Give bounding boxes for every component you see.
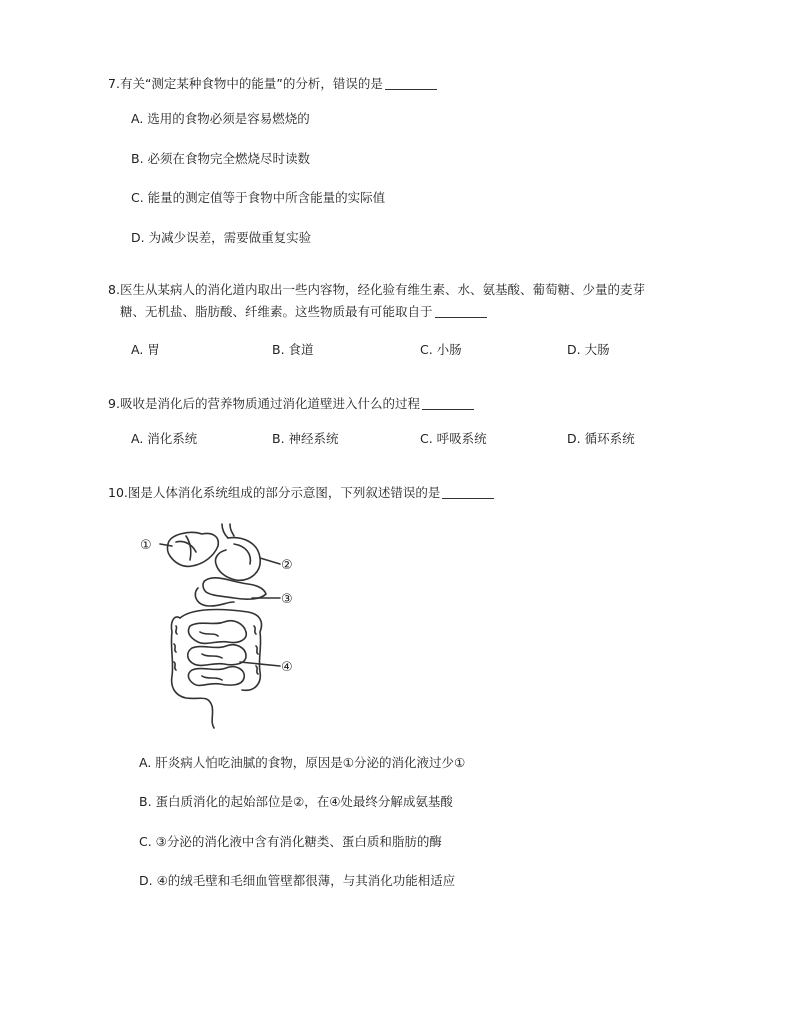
answer-blank-10[interactable] xyxy=(442,484,494,499)
question-7-stem xyxy=(108,73,437,95)
question-7-option-d[interactable]: D. 为减少误差，需要做重复实验 xyxy=(131,230,312,245)
question-7-option-c[interactable]: C. 能量的测定值等于食物中所含能量的实际值 xyxy=(131,190,386,205)
question-7-option-b[interactable]: B. 必须在食物完全燃烧尽时读数 xyxy=(131,151,311,166)
question-8-text-line1: 医生从某病人的消化道内取出一些内容物，经化验有维生素、水、氨基酸、葡萄糖、少量的麦芽 xyxy=(119,282,645,297)
question-9-option-b[interactable]: B. 神经系统 xyxy=(272,431,339,446)
figure-label-4: ④ xyxy=(281,660,293,675)
question-10-option-a[interactable]: A. 肝炎病人怕吃油腻的食物，原因是①分泌的消化液过少① xyxy=(139,755,466,770)
leader-line-1 xyxy=(160,544,172,546)
question-10-option-b[interactable]: B. 蛋白质消化的起始部位是②，在④处最终分解成氨基酸 xyxy=(139,794,453,809)
answer-blank-7[interactable] xyxy=(385,75,437,90)
figure-label-1: ① xyxy=(140,538,152,553)
figure-label-3: ③ xyxy=(281,592,293,607)
question-8-option-b[interactable]: B. 食道 xyxy=(272,342,314,357)
stomach-shape xyxy=(215,538,260,581)
question-8-option-a[interactable]: A. 胃 xyxy=(131,342,160,357)
question-8-text-line2: 糖、无机盐、脂肪酸、纤维素。这些物质最有可能取自于 xyxy=(120,304,433,319)
question-10-option-d[interactable]: D. ④的绒毛壁和毛细血管壁都很薄，与其消化功能相适应 xyxy=(139,873,456,888)
esophagus-shape xyxy=(222,524,228,538)
question-10-text: 图是人体消化系统组成的部分示意图，下列叙述错误的是 xyxy=(127,485,441,500)
leader-line-2 xyxy=(260,558,280,564)
answer-blank-8[interactable] xyxy=(435,303,487,318)
question-9-option-a[interactable]: A. 消化系统 xyxy=(131,431,198,446)
question-9-option-c[interactable]: C. 呼吸系统 xyxy=(420,431,487,446)
question-9-text: 吸收是消化后的营养物质通过消化道壁进入什么的过程 xyxy=(119,396,420,411)
question-8-number: 8. xyxy=(108,282,120,297)
question-8-option-c[interactable]: C. 小肠 xyxy=(420,342,462,357)
question-8-stem xyxy=(108,279,645,301)
question-9-stem xyxy=(108,393,474,415)
figure-label-2: ② xyxy=(281,558,293,573)
question-9-option-d[interactable]: D. 循环系统 xyxy=(567,431,635,446)
question-9-number: 9. xyxy=(108,396,120,411)
liver-shape xyxy=(167,532,218,566)
answer-blank-9[interactable] xyxy=(422,395,474,410)
question-8-option-d[interactable]: D. 大肠 xyxy=(567,342,610,357)
question-7-number: 7. xyxy=(108,76,120,91)
pancreas-shape xyxy=(203,578,266,599)
question-7-text: 有关“测定某种食物中的能量”的分析，错误的是 xyxy=(119,76,383,91)
question-10-stem xyxy=(108,482,494,504)
question-10-number: 10. xyxy=(108,485,128,500)
digestive-system-figure xyxy=(130,522,310,732)
small-intestine-shape xyxy=(188,621,246,644)
question-8-stem-line2 xyxy=(120,301,487,323)
question-10-option-c[interactable]: C. ③分泌的消化液中含有消化糖类、蛋白质和脂肪的酶 xyxy=(139,834,442,849)
question-7-option-a[interactable]: A. 选用的食物必须是容易燃烧的 xyxy=(131,111,310,126)
